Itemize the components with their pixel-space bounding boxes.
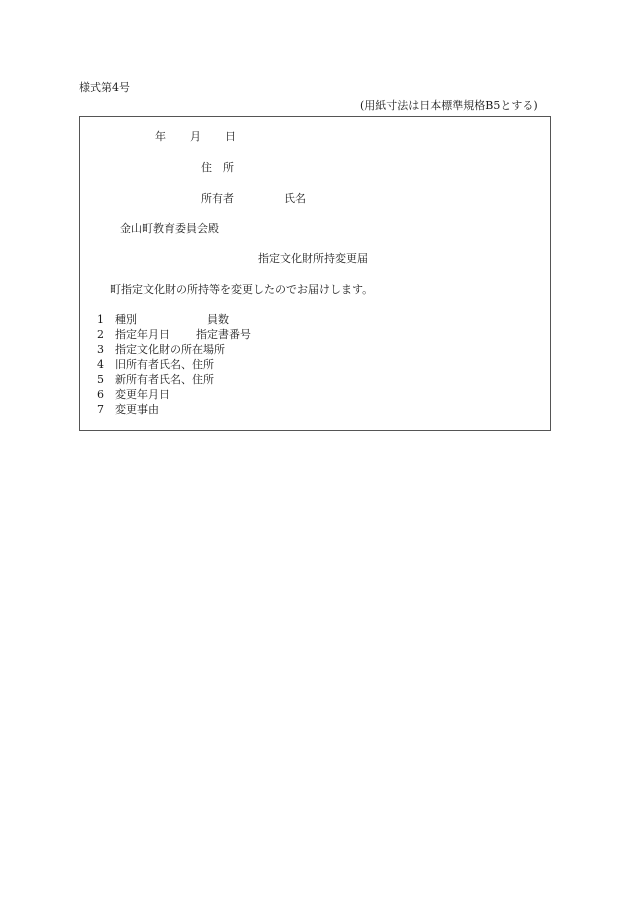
item-number: 3 (97, 343, 104, 356)
item-text: 変更年月日 (115, 388, 170, 401)
item-number: 7 (97, 403, 104, 416)
list-item (97, 374, 214, 385)
item-extra: 指定書番号 (196, 328, 251, 341)
item-text: 指定文化財の所在場所 (115, 343, 225, 356)
item-number: 5 (97, 373, 104, 386)
list-item (97, 389, 170, 400)
list-item (97, 329, 170, 340)
item-number: 4 (97, 358, 104, 371)
paper-size-note: (用紙寸法は日本標準規格B5とする) (360, 99, 538, 112)
document-title: 指定文化財所持変更届 (258, 252, 368, 265)
owner-label: 所有者 (201, 192, 234, 205)
list-item (97, 314, 137, 325)
item-text: 変更事由 (115, 403, 159, 416)
item-number: 2 (97, 328, 104, 341)
list-item (97, 344, 225, 355)
date-year-label: 年 (155, 130, 166, 143)
item-text: 指定年月日 (115, 328, 170, 341)
body-text: 町指定文化財の所持等を変更したのでお届けします。 (110, 283, 374, 296)
name-label: 氏名 (284, 192, 306, 205)
form-number: 様式第4号 (79, 81, 130, 94)
item-text: 新所有者氏名、住所 (115, 373, 214, 386)
address-label: 住 所 (201, 161, 234, 174)
item-text: 旧所有者氏名、住所 (115, 358, 214, 371)
list-item (97, 359, 214, 370)
list-item (97, 404, 159, 415)
recipient: 金山町教育委員会殿 (120, 222, 219, 235)
item-number: 6 (97, 388, 104, 401)
item-extra: 員数 (207, 313, 229, 326)
date-month-label: 月 (190, 130, 201, 143)
item-text: 種別 (115, 313, 137, 326)
date-day-label: 日 (225, 130, 236, 143)
item-number: 1 (97, 313, 104, 326)
